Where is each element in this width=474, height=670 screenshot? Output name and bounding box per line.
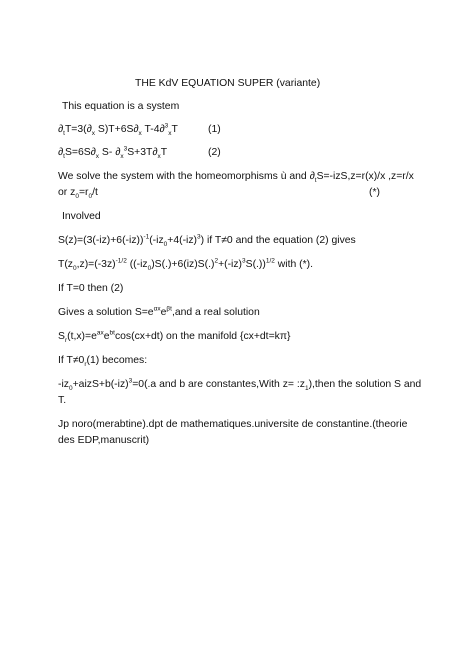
involved-heading: Involved (62, 211, 101, 222)
real-solution-line: $S_r(t,x)=e^{ax}e^{bt}\cos(cx+dt)$ on the manifold {cx+dt=kπ} (58, 329, 291, 345)
if-t-zero-line: If T=0 then (2) (58, 283, 124, 294)
author-line-1: Jp noro(merabtine).dpt de mathematiques.universite de constantine.(theorie (58, 419, 408, 430)
paragraph-1-reference-mark: (*) (369, 187, 380, 198)
equation-1-number: (1) (208, 124, 221, 135)
paragraph-1-line-1: We solve the system with the homeomorphisms ù and $\partial_tS=-izS,z=r(x)/x$ ,z=r/x (58, 171, 414, 185)
equation-1: $\partial_tT=3(\partial_x$ $S)T+6S\partial_x$ T-4∂$^3_x$T (58, 122, 178, 138)
final-equation-line-2: T. (58, 395, 67, 406)
document-title: THE KdV EQUATION SUPER (variante) (135, 78, 321, 89)
intro-text: This equation is a system (62, 101, 180, 112)
solution-line: Gives a solution $S=e^{\alpha x}e^{\beta t},and$ a real solution (58, 305, 260, 318)
equation-2: $\partial_tS=6S\partial_x$ S- $\partial_x^3S+3T\partial_xT$ (58, 145, 168, 161)
equation-2-number: (2) (208, 147, 221, 158)
if-t-nonzero-line: If $T\ne 0_r(1)$ becomes: (58, 355, 148, 369)
author-line-2: des EDP,manuscrit) (58, 435, 150, 446)
s-of-z-equation: $S(z)=(3(-iz)+6(-iz))^{-1}(-iz_0+4(-iz)^3)$ if T≠0 and the equation (2) gives (58, 233, 356, 249)
final-equation-line-1: $-iz_0+aizS+b(-iz)^3=0(.a$ and b are constantes,With $z= :z_1),then$ the solution S and (58, 377, 422, 393)
t-of-z-equation: $T(z_0,z)=(-3z)^{-1/2}$ $((-iz_0)S(.)+6(iz)S(.)^2+(-iz)^3S(.))^{1/2}$ with (*). (58, 257, 313, 273)
paragraph-1-line-2: or $z_0=r_0/t$ (58, 187, 98, 201)
